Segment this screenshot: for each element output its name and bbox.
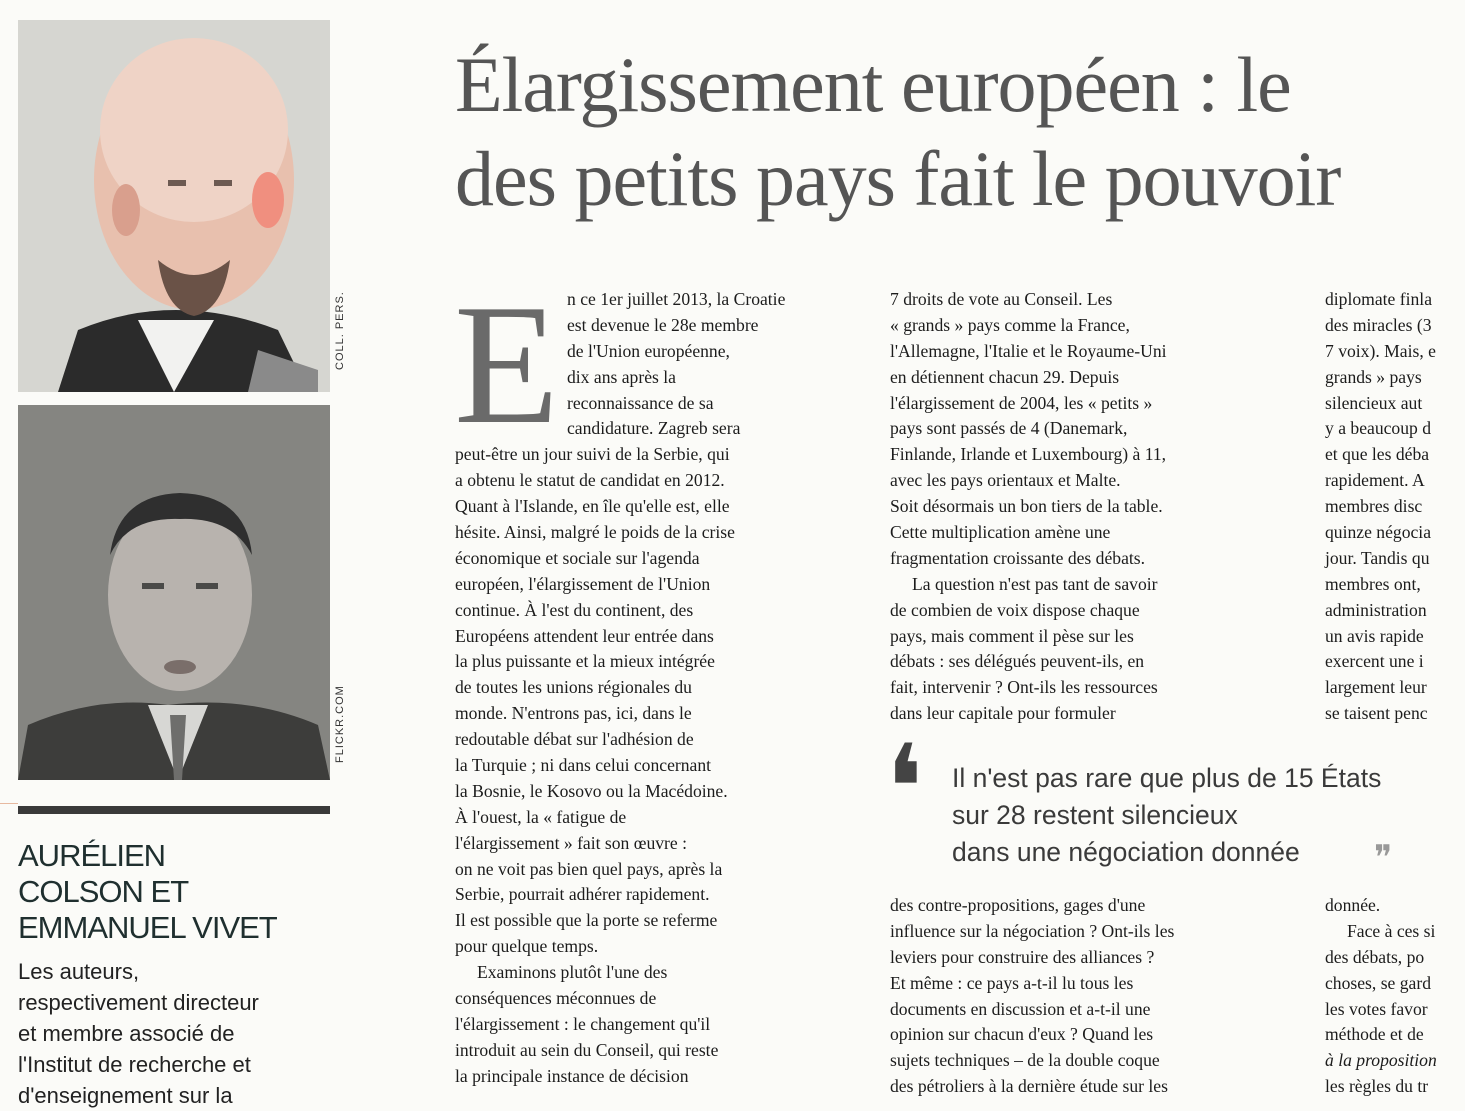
author-bio (18, 956, 348, 1111)
text-line: Européens attendent leur entrée dans (455, 625, 714, 646)
text-line: économique et sociale sur l'agenda (455, 547, 700, 568)
text-line: a obtenu le statut de candidat en 2012. (455, 470, 725, 491)
fold-mark (0, 803, 18, 804)
dropcap: E (454, 270, 560, 460)
text-line: l'élargissement : le changement qu'il (455, 1013, 711, 1034)
text-line: des débats, po (1325, 946, 1425, 967)
text-line: membres disc (1325, 496, 1423, 517)
text-line: pays sont passés de 4 (Danemark, (890, 418, 1128, 439)
author-rule (18, 806, 330, 814)
text-line: méthode et de (1325, 1024, 1424, 1045)
text-line: conséquences méconnues de (455, 988, 657, 1009)
text-line: silencieux aut (1325, 392, 1423, 413)
text-line: Quant à l'Islande, en île qu'elle est, elle (455, 496, 730, 517)
text-line: Cette multiplication amène une (890, 522, 1111, 543)
portrait-bald-man-icon (18, 20, 330, 392)
text-line: Et même : ce pays a-t-il lu tous les (890, 972, 1134, 993)
author-bio-line: respectivement directeur (18, 990, 259, 1015)
author-bio-line: d'enseignement sur la (18, 1083, 233, 1108)
article-headline (455, 38, 1465, 226)
text-line: administration (1325, 599, 1427, 620)
text-line: pour quelque temps. (455, 936, 599, 957)
author-bio-line: et membre associé de (18, 1021, 235, 1046)
text-line: leviers pour construire des alliances ? (890, 946, 1155, 967)
text-line: largement leur (1325, 677, 1427, 698)
author-photo-bottom (18, 405, 330, 780)
text-line: 7 droits de vote au Conseil. Les (890, 289, 1113, 309)
text-line: La question n'est pas tant de savoir (912, 573, 1158, 594)
text-line: des miracles (3 (1325, 314, 1432, 335)
text-line: en détiennent chacun 29. Depuis (890, 366, 1120, 387)
pull-quote-line: sur 28 restent silencieux (952, 800, 1238, 830)
text-line: pays, mais comment il pèse sur les (890, 625, 1134, 646)
pull-quote-line: dans une négociation donnée (952, 837, 1300, 867)
text-line: se taisent penc (1325, 703, 1428, 724)
author-name-line: AURÉLIEN (18, 838, 166, 873)
text-line: hésite. Ainsi, malgré le poids de la crise (455, 522, 735, 543)
text-line: candidature. Zagreb sera (567, 418, 741, 439)
pull-quote-line: Il n'est pas rare que plus de 15 États (952, 763, 1382, 793)
text-line: n ce 1er juillet 2013, la Croatie (567, 289, 786, 309)
text-line: monde. N'entrons pas, ici, dans le (455, 703, 692, 724)
text-line: reconnaissance de sa (567, 392, 714, 413)
text-line: de combien de voix dispose chaque (890, 599, 1140, 620)
text-line: y a beaucoup d (1325, 418, 1432, 439)
text-line: européen, l'élargissement de l'Union (455, 573, 711, 594)
headline-line-2: des petits pays fait le pouvoir (455, 135, 1341, 222)
article-column-2-continued (890, 893, 1290, 1100)
text-line: Finlande, Irlande et Luxembourg) à 11, (890, 444, 1167, 465)
author-photo-top (18, 20, 330, 392)
headline-line-1: Élargissement européen : le (455, 41, 1291, 128)
article-column-2 (890, 287, 1290, 727)
text-line: diplomate finla (1325, 289, 1432, 309)
text-line: peut-être un jour suivi de la Serbie, qui (455, 444, 730, 465)
author-name (18, 838, 348, 946)
photo-credit-bottom: FLICKR.COM (334, 685, 346, 763)
text-line: Examinons plutôt l'une des (477, 962, 668, 983)
text-line: les règles du tr (1325, 1076, 1429, 1097)
article-column-3-continued (1325, 893, 1465, 1100)
text-line: influence sur la négociation ? Ont-ils les (890, 920, 1175, 941)
text-line: la Turquie ; ni dans celui concernant (455, 755, 712, 776)
text-line: des pétroliers à la dernière étude sur les (890, 1076, 1168, 1097)
article-column-1 (454, 270, 865, 1090)
author-bio-line: Les auteurs, (18, 959, 140, 984)
text-line: documents en discussion et a-t-il une (890, 998, 1151, 1019)
photo-credit-top: COLL. PERS. (334, 291, 346, 370)
text-line: est devenue le 28e membre (567, 314, 759, 335)
portrait-man-suit-icon (18, 405, 330, 780)
text-line: exercent une i (1325, 651, 1424, 672)
text-line: 7 voix). Mais, e (1325, 340, 1436, 361)
text-line: l'élargissement » fait son œuvre : (455, 832, 688, 853)
text-line: à la proposition (1325, 1050, 1437, 1071)
text-line: dix ans après la (567, 366, 676, 387)
text-line: de toutes les unions régionales du (455, 677, 692, 698)
text-line: la Bosnie, le Kosovo ou la Macédoine. (455, 780, 728, 801)
text-line: Soit désormais un bon tiers de la table. (890, 496, 1163, 517)
text-line: redoutable débat sur l'adhésion de (455, 729, 694, 750)
text-line: membres ont, (1325, 573, 1421, 594)
text-line: l'élargissement de 2004, les « petits » (890, 392, 1153, 413)
text-line: et que les déba (1325, 444, 1430, 465)
text-line: avec les pays orientaux et Malte. (890, 470, 1121, 491)
text-line: grands » pays (1325, 366, 1422, 387)
text-line: les votes favor (1325, 998, 1428, 1019)
text-line: jour. Tandis qu (1325, 547, 1430, 568)
article-column-3 (1325, 287, 1465, 727)
author-name-line: COLSON ET (18, 874, 189, 909)
text-line: fait, intervenir ? Ont-ils les ressources (890, 677, 1158, 698)
quote-open-mark-icon: ❛ (885, 723, 924, 856)
text-line: la principale instance de décision (455, 1065, 689, 1086)
author-name-line: EMMANUEL VIVET (18, 910, 277, 945)
text-line: des contre-propositions, gages d'une (890, 895, 1146, 915)
text-line: on ne voit pas bien quel pays, après la (455, 858, 723, 879)
text-line: dans leur capitale pour formuler (890, 703, 1116, 724)
text-line: introduit au sein du Conseil, qui reste (455, 1039, 719, 1060)
text-line: débats : ses délégués peuvent-ils, en (890, 651, 1145, 672)
text-line: Il est possible que la porte se referme (455, 910, 718, 931)
quote-close-mark-icon: ❞ (1374, 840, 1393, 877)
text-line: fragmentation croissante des débats. (890, 547, 1146, 568)
author-bio-line: l'Institut de recherche et (18, 1052, 251, 1077)
text-line: donnée. (1325, 895, 1381, 915)
text-line: continue. À l'est du continent, des (455, 599, 694, 620)
text-line: À l'ouest, la « fatigue de (455, 806, 627, 827)
text-line: sujets techniques – de la double coque (890, 1050, 1160, 1071)
text-line: Serbie, pourrait adhérer rapidement. (455, 884, 710, 905)
text-line: un avis rapide (1325, 625, 1424, 646)
text-line: de l'Union européenne, (567, 340, 730, 361)
text-line: choses, se gard (1325, 972, 1432, 993)
text-line: l'Allemagne, l'Italie et le Royaume-Uni (890, 340, 1167, 361)
text-line: rapidement. A (1325, 470, 1425, 491)
text-line: Face à ces si (1347, 920, 1436, 941)
text-line: « grands » pays comme la France, (890, 314, 1130, 335)
text-line: opinion sur chacun d'eux ? Quand les (890, 1024, 1154, 1045)
text-line: quinze négocia (1325, 522, 1432, 543)
text-line: la plus puissante et la mieux intégrée (455, 651, 715, 672)
